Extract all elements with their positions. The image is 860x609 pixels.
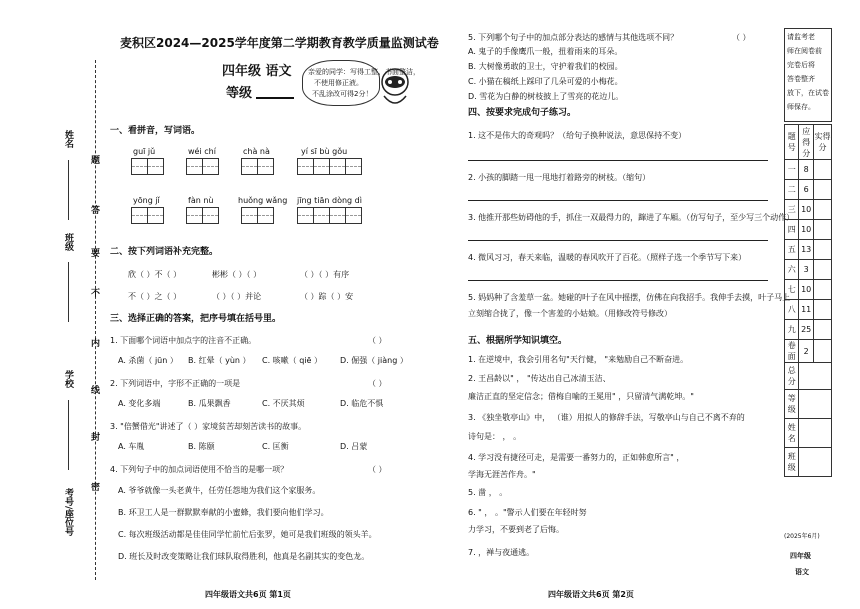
fill-blank[interactable]: 5. 凿 ， 。	[468, 488, 508, 497]
seal-char: 题	[89, 155, 99, 164]
score-table	[784, 124, 832, 477]
option: A. 爷爷就像一头老黄牛，任劳任怨地为我们这个家服务。	[118, 486, 321, 495]
notice-line: 师在阅卷前	[787, 47, 822, 55]
school-label: 学校	[63, 370, 73, 388]
table-row	[785, 200, 832, 220]
option: B. 陈颐	[188, 442, 215, 451]
question-text: 1. 下面哪个词语中加点字的注音不正确。	[110, 336, 257, 345]
bubble-line: 亲爱的同学：写得工整、书面整洁，	[308, 68, 420, 76]
fill-blank[interactable]: 3. 《独坐敬亭山》中， （谁）用拟人的修辞手法，写敬亭山与自己不离不弃的	[468, 413, 745, 422]
idiom-blank[interactable]: 彬彬（ ）（ ）	[212, 270, 262, 279]
header-cell: 应得分	[799, 125, 814, 160]
fill-blank[interactable]: 廉洁正直的坚定信念；借梅自喻的王冕用" ，只留清气满乾坤。"	[468, 392, 694, 401]
level-row	[785, 390, 832, 419]
grade-subject: 四年级 语文	[222, 64, 292, 79]
answer-line[interactable]	[468, 280, 768, 281]
table-row	[785, 340, 832, 363]
option: B. 大树像勇敢的卫士，守护着我们的校园。	[468, 62, 623, 71]
score-entry[interactable]	[814, 180, 832, 200]
row-label: 五	[785, 240, 799, 260]
seal-char: 内	[89, 338, 99, 347]
answer-line[interactable]	[468, 160, 768, 161]
level-label: 等级	[785, 390, 799, 419]
char-grid[interactable]	[186, 207, 219, 224]
row-label: 七	[785, 280, 799, 300]
question-text: 2. 小孩的脚踏一甩一甩地打着路旁的树枝。（缩句）	[468, 173, 651, 182]
option: B. 环卫工人是一群默默奉献的小蜜蜂，我们要向他们学习。	[118, 508, 329, 517]
idiom-blank[interactable]: 欣（ ）不（ ）	[128, 270, 182, 279]
fill-blank[interactable]: 诗句是： ， 。	[468, 432, 522, 441]
option: B. 红晕（ yùn ）	[188, 356, 251, 365]
score-entry[interactable]	[814, 300, 832, 320]
class-label: 班级	[63, 233, 73, 251]
level-entry[interactable]	[799, 390, 832, 419]
char-grid[interactable]	[241, 158, 274, 175]
answer-paren[interactable]: （ ）	[368, 379, 387, 388]
option: A. 鬼子的手像鹰爪一般，扭着雨来的耳朵。	[468, 47, 623, 56]
option: A. 车胤	[118, 442, 145, 451]
answer-paren[interactable]: （ ）	[368, 465, 387, 474]
pinyin: yōng jǐ	[133, 196, 160, 205]
school-underline	[68, 400, 69, 470]
name-label: 姓名	[785, 419, 799, 448]
answer-line[interactable]	[468, 240, 768, 241]
score-entry[interactable]	[814, 280, 832, 300]
section-4-title: 四、按要求完成句子练习。	[468, 108, 577, 118]
class-entry[interactable]	[799, 448, 832, 477]
name-underline	[68, 160, 69, 220]
idiom-blank[interactable]: （ ）踪（ ）安	[300, 292, 354, 301]
char-grid[interactable]	[131, 207, 164, 224]
table-row	[785, 260, 832, 280]
question-text: 4. 微风习习，春天来临，温暖的春风吹开了百花。（照样子选一个季节写下来）	[468, 253, 747, 262]
option: C. 不厌其烦	[262, 399, 305, 408]
class-row	[785, 448, 832, 477]
score-entry[interactable]	[814, 240, 832, 260]
option: B. 瓜果飘香	[188, 399, 231, 408]
level-label: 等级	[226, 86, 253, 101]
table-row	[785, 240, 832, 260]
idiom-blank[interactable]: （ ）（ ）有序	[300, 270, 350, 279]
section-3-title: 三、选择正确的答案，把序号填在括号里。	[110, 314, 282, 324]
row-score: 3	[799, 260, 814, 280]
option: D. 倔强（ jiàng ）	[340, 356, 408, 365]
fill-blank[interactable]: 2. 王昌龄以" ， "传达出自己冰清玉洁、	[468, 374, 611, 383]
header-cell: 实得分	[814, 125, 832, 160]
notice-line: 答卷整齐	[787, 75, 815, 83]
seat-label: 考号/座位号	[63, 488, 73, 537]
section-5-title: 五、根据所学知识填空。	[468, 336, 568, 346]
option: A. 杀菌（ jūn ）	[118, 356, 178, 365]
fill-blank[interactable]: 学海无涯苦作舟。"	[468, 470, 536, 479]
score-entry[interactable]	[814, 160, 832, 180]
level-underline	[256, 97, 294, 99]
row-score: 13	[799, 240, 814, 260]
name-entry[interactable]	[799, 419, 832, 448]
score-table-header	[785, 125, 832, 160]
row-score: 11	[799, 300, 814, 320]
question-text: 1. 这不是伟大的奇观吗？（给句子换种说法，意思保持不变）	[468, 131, 687, 140]
fill-blank[interactable]: 力学习，不要到老了后悔。	[468, 525, 564, 534]
notice-box	[784, 28, 832, 122]
idiom-blank[interactable]: （ ）（ ）并论	[212, 292, 262, 301]
option: D. 雪花为白静的树枝披上了雪亮的花边儿。	[468, 92, 624, 101]
option: D. 班长及时改变策略让我们球队取得胜利，他真是名副其实的变色龙。	[118, 552, 370, 561]
cover-grade: 四年级	[790, 552, 811, 560]
option: C. 小猫在稿纸上踩印了几朵可爱的小梅花。	[468, 77, 623, 86]
answer-line[interactable]	[468, 200, 768, 201]
pinyin: guī jǔ	[133, 147, 156, 156]
option: D. 临危不惧	[340, 399, 384, 408]
option: C. 匡衡	[262, 442, 289, 451]
score-entry[interactable]	[814, 220, 832, 240]
option: D. 吕蒙	[340, 442, 368, 451]
question-text: 3. 他推开那些妨碍他的手，抓住一双最得力的，蹿进了车厢。（仿写句子，至少写三个动作）	[468, 213, 795, 222]
seal-char: 密	[89, 482, 99, 491]
robot-mascot-icon	[376, 66, 414, 110]
char-grid[interactable]	[186, 158, 219, 175]
score-entry[interactable]	[814, 320, 832, 340]
char-grid[interactable]	[241, 207, 274, 224]
fill-blank[interactable]: 6. " ， 。"警示人们要在年轻时努	[468, 508, 587, 517]
table-row	[785, 220, 832, 240]
pinyin: huǒng wǎng	[238, 196, 288, 205]
name-row	[785, 419, 832, 448]
fill-blank[interactable]: 7. ，禅与夜通逃。	[468, 548, 535, 557]
section-1-title: 一、看拼音，写词语。	[110, 126, 201, 136]
row-label: 九	[785, 320, 799, 340]
row-score: 8	[799, 160, 814, 180]
row-label: 卷面	[785, 340, 799, 363]
table-row	[785, 160, 832, 180]
exam-date: (2025年6月)	[784, 533, 820, 540]
question-text: 3. "倍蟹借光"讲述了（ ）家境贫苦却刻苦读书的故事。	[110, 422, 307, 431]
row-label: 三	[785, 200, 799, 220]
cover-subject: 语文	[795, 568, 809, 576]
score-entry[interactable]	[814, 200, 832, 220]
answer-paren[interactable]: （ ）	[732, 33, 751, 42]
answer-paren[interactable]: （ ）	[368, 336, 387, 345]
table-row	[785, 300, 832, 320]
seal-char: 线	[89, 385, 99, 394]
option: C. 咳嗽（ qiē ）	[262, 356, 322, 365]
fill-blank[interactable]: 4. 学习没有捷径可走，是需要一番努力的，正如韩愈所言" ，	[468, 453, 685, 462]
total-row	[785, 363, 832, 390]
page-footer-2: 四年级语文共6页 第2页	[548, 590, 634, 599]
notice-line: 师保存。	[787, 103, 815, 111]
pinyin: yí sī bù gǒu	[301, 147, 348, 156]
row-label: 八	[785, 300, 799, 320]
row-score: 10	[799, 280, 814, 300]
section-2-title: 二、按下列词语补充完整。	[110, 247, 219, 257]
class-underline	[68, 262, 69, 322]
seal-char: 不	[89, 288, 99, 297]
char-grid[interactable]	[131, 158, 164, 175]
notice-line: 放下，在试卷	[787, 89, 829, 97]
name-label: 姓名	[63, 130, 73, 148]
row-label: 六	[785, 260, 799, 280]
row-label: 二	[785, 180, 799, 200]
question-text: 2. 下列词语中，字形不正确的一项是	[110, 379, 241, 388]
row-score: 10	[799, 200, 814, 220]
row-score: 6	[799, 180, 814, 200]
char-grid[interactable]	[297, 158, 362, 175]
option: C. 每次班级活动都是佳佳同学忙前忙后张罗，她可是我们班级的领头羊。	[118, 530, 377, 539]
seal-char: 封	[89, 432, 99, 441]
question-text: 5. 下列哪个句子中的加点部分表达的感情与其他选项不同？	[468, 33, 679, 42]
header-cell: 题号	[785, 125, 799, 160]
row-label: 一	[785, 160, 799, 180]
exam-title: 麦积区2024—2025学年度第二学期教育教学质量监测试卷	[120, 36, 439, 50]
score-entry[interactable]	[814, 340, 832, 363]
bubble-line: 不乱涂改可得2分！	[312, 90, 373, 98]
notice-line: 请监考老	[787, 33, 815, 41]
question-text: 立刻缩合拢了，像一个害羞的小姑娘。（用修改符号修改）	[468, 309, 672, 318]
table-row	[785, 280, 832, 300]
table-row	[785, 180, 832, 200]
seal-char: 答	[89, 205, 99, 214]
notice-line: 完卷后将	[787, 61, 815, 69]
idiom-blank[interactable]: 不（ ）之（ ）	[128, 292, 182, 301]
option: A. 变化多端	[118, 399, 161, 408]
pinyin: chà nà	[243, 147, 270, 156]
total-label: 总分	[785, 363, 799, 390]
row-score: 2	[799, 340, 814, 363]
row-score: 25	[799, 320, 814, 340]
seal-char: 要	[89, 248, 99, 257]
row-label: 四	[785, 220, 799, 240]
pinyin: fàn nù	[188, 196, 214, 205]
char-grid[interactable]	[297, 207, 362, 224]
bubble-line: 不使用修正液。	[314, 79, 363, 87]
class-label: 班级	[785, 448, 799, 477]
fill-blank[interactable]: 1. 在逆境中，我会引用名句"天行健， "来勉励自己不断奋进。	[468, 355, 689, 364]
pinyin: wéi chí	[188, 147, 216, 156]
question-text: 4. 下列句子中的加点词语使用不恰当的是哪一项？	[110, 465, 289, 474]
pinyin: jīng tiān dòng dì	[297, 196, 362, 205]
table-row	[785, 320, 832, 340]
row-score: 10	[799, 220, 814, 240]
seal-line	[95, 60, 96, 580]
total-entry[interactable]	[799, 363, 832, 390]
score-entry[interactable]	[814, 260, 832, 280]
page-footer-1: 四年级语文共6页 第1页	[205, 590, 291, 599]
question-text: 5. 妈妈种了含羞草一盆。她碰的叶子在风中摇摆，仿佛在向我招手。我伸手去摸，叶子马上	[468, 293, 791, 302]
